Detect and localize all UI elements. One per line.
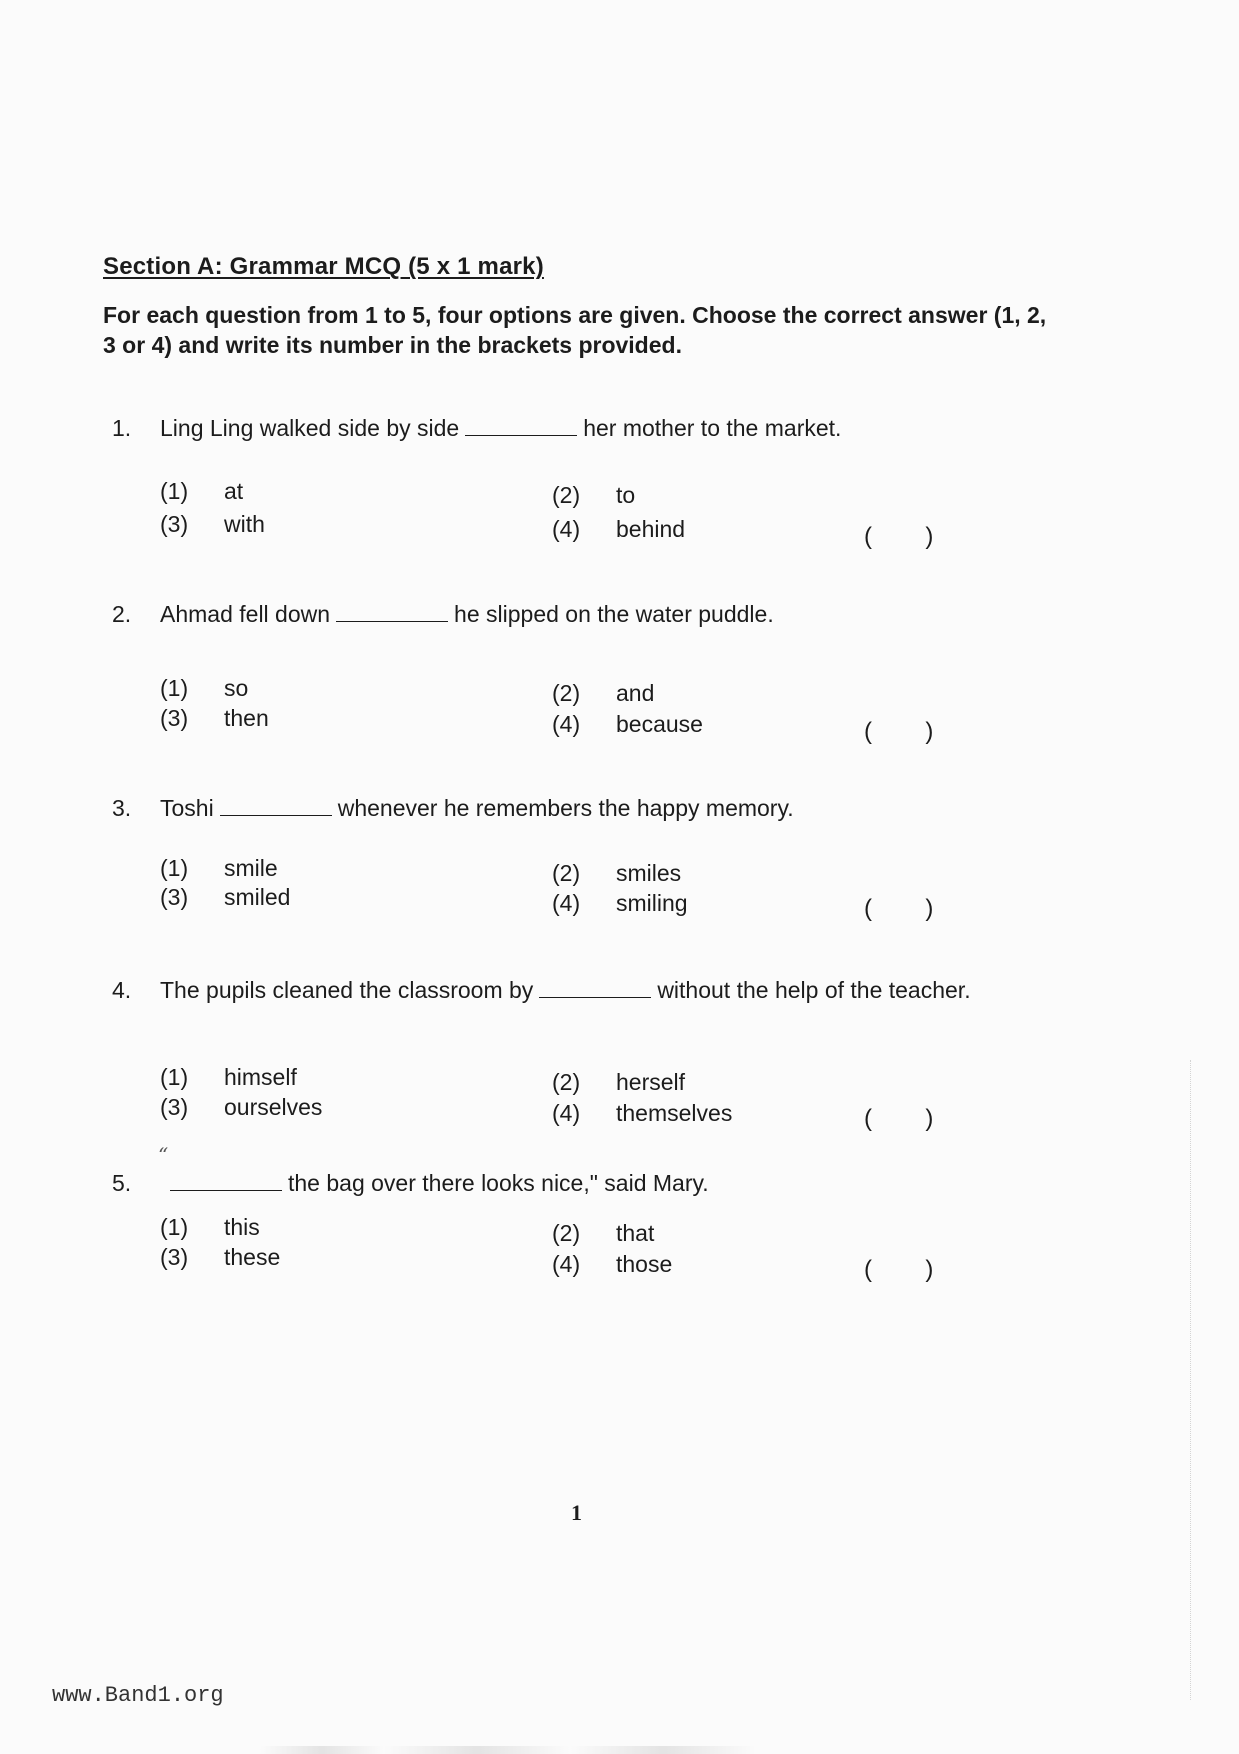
option-1 (160, 853, 278, 883)
answer-blank (336, 603, 448, 622)
option-4 (552, 514, 685, 544)
option-text: because (616, 711, 703, 737)
option-number: (2) (552, 1069, 581, 1095)
option-number: (3) (160, 511, 189, 537)
option-4 (552, 1249, 672, 1279)
option-number: (3) (160, 705, 189, 731)
option-text: at (224, 478, 244, 504)
option-1 (160, 476, 243, 506)
question-stem (160, 793, 980, 823)
stem-after: her mother to the market. (583, 415, 842, 441)
answer-blank (220, 797, 332, 816)
question-stem (160, 599, 980, 629)
page-number: 1 (571, 1500, 582, 1525)
stem-before: Ling Ling walked side by side (160, 415, 460, 441)
answer-blank (465, 417, 577, 436)
option-number: (4) (552, 1100, 581, 1126)
answer-brackets[interactable]: ( ) (864, 1256, 934, 1283)
option-text: with (224, 511, 265, 537)
stem-before: Toshi (160, 795, 214, 821)
option-number: (3) (160, 1094, 189, 1120)
option-2 (552, 858, 681, 888)
question-number: 2. (112, 601, 132, 627)
option-number: (3) (160, 1244, 189, 1270)
option-number: (2) (552, 860, 581, 886)
option-text: themselves (616, 1100, 733, 1126)
answer-blank (539, 979, 651, 998)
option-number: (1) (160, 1214, 189, 1240)
option-4 (552, 1098, 732, 1128)
scan-artifact (260, 1746, 880, 1754)
option-1 (160, 1212, 260, 1242)
question-number: 3. (112, 795, 132, 821)
option-text: then (224, 705, 269, 731)
question-stem (160, 413, 980, 443)
option-3 (160, 1242, 280, 1272)
open-quote-mark: “ (158, 1143, 169, 1167)
option-number: (3) (160, 884, 189, 910)
question-number: 4. (112, 977, 132, 1003)
option-number: (1) (160, 675, 189, 701)
footer-url: www.Band1.org (52, 1683, 224, 1708)
option-text: those (616, 1251, 673, 1277)
option-number: (2) (552, 680, 581, 706)
option-4 (552, 888, 688, 918)
option-2 (552, 1218, 654, 1248)
option-number: (4) (552, 890, 581, 916)
option-text: that (616, 1220, 655, 1246)
section-heading: Section A: Grammar MCQ (5 x 1 mark) (103, 253, 544, 280)
option-text: smiled (224, 884, 291, 910)
option-text: herself (616, 1069, 686, 1095)
option-number: (2) (552, 482, 581, 508)
option-number: (1) (160, 1064, 189, 1090)
stem-before: The pupils cleaned the classroom by (160, 977, 534, 1003)
option-text: smile (224, 855, 278, 881)
answer-brackets[interactable]: ( ) (864, 895, 934, 922)
question-stem (160, 975, 990, 1005)
question-stem (170, 1168, 990, 1198)
option-text: these (224, 1244, 281, 1270)
option-3 (160, 1092, 322, 1122)
answer-brackets[interactable]: ( ) (864, 523, 934, 550)
option-2 (552, 1067, 685, 1097)
option-3 (160, 509, 265, 539)
scan-artifact (1190, 1060, 1193, 1700)
answer-brackets[interactable]: ( ) (864, 1105, 934, 1132)
option-number: (1) (160, 855, 189, 881)
question-number: 5. (112, 1170, 132, 1196)
question-number: 1. (112, 415, 132, 441)
option-text: smiles (616, 860, 682, 886)
option-2 (552, 678, 654, 708)
stem-after: without the help of the teacher. (657, 977, 971, 1003)
option-3 (160, 882, 290, 912)
answer-blank (170, 1172, 282, 1191)
instructions-text: For each question from 1 to 5, four options are given. Choose the correct answer (1, 2, 3 or 4) and write its number in the brackets provided. (103, 302, 1047, 358)
answer-brackets[interactable]: ( ) (864, 718, 934, 745)
option-3 (160, 703, 269, 733)
stem-after: he slipped on the water puddle. (454, 601, 774, 627)
option-text: behind (616, 516, 686, 542)
option-text: smiling (616, 890, 688, 916)
option-2 (552, 480, 635, 510)
option-text: himself (224, 1064, 297, 1090)
stem-before: Ahmad fell down (160, 601, 331, 627)
option-1 (160, 1062, 297, 1092)
stem-after: the bag over there looks nice," said Mary. (288, 1170, 709, 1196)
option-4 (552, 709, 703, 739)
stem-after: whenever he remembers the happy memory. (337, 795, 794, 821)
option-number: (4) (552, 1251, 581, 1277)
option-text: so (224, 675, 249, 701)
option-number: (4) (552, 516, 581, 542)
option-text: this (224, 1214, 260, 1240)
option-text: ourselves (224, 1094, 323, 1120)
option-text: to (616, 482, 636, 508)
option-number: (2) (552, 1220, 581, 1246)
option-number: (4) (552, 711, 581, 737)
option-text: and (616, 680, 655, 706)
option-1 (160, 673, 248, 703)
option-number: (1) (160, 478, 189, 504)
